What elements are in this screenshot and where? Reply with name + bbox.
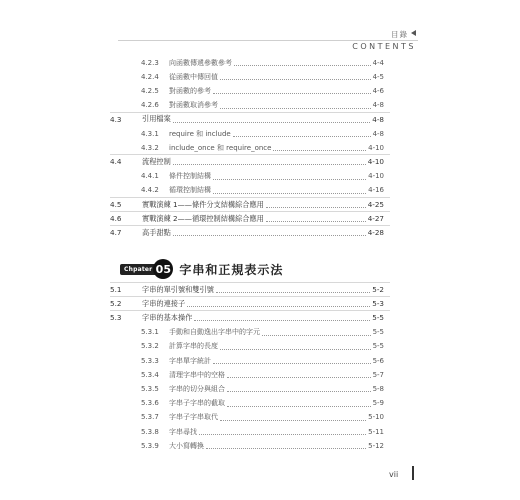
toc-entry-title: 字串的單引號和雙引號 xyxy=(142,284,214,294)
toc-entry-number: 5.3.2 xyxy=(141,342,159,351)
toc-entry-number: 5.3 xyxy=(110,313,122,323)
toc-entry xyxy=(110,113,384,126)
toc-entry-title: 實戰演練 1——條件分支結構綜合應用 xyxy=(142,199,264,209)
toc-entry-page: 4-27 xyxy=(367,214,384,224)
leader-dots xyxy=(213,357,371,364)
entry-divider xyxy=(110,225,390,226)
leader-dots xyxy=(220,414,366,421)
toc-entry-number: 5.3.6 xyxy=(141,399,159,408)
toc-entry-page: 4-25 xyxy=(367,200,384,209)
leader-dots xyxy=(234,59,371,66)
toc-entry-page: 4-8 xyxy=(372,114,384,124)
toc-entry xyxy=(141,184,384,197)
toc-entry xyxy=(110,155,384,168)
toc-entry-page: 4-8 xyxy=(372,101,384,110)
toc-entry-page: 4-10 xyxy=(367,157,384,167)
toc-entry-number: 4.3.1 xyxy=(141,129,159,138)
toc-entry xyxy=(110,198,384,211)
toc-entry-number: 4.5 xyxy=(110,200,122,209)
toc-entry-title: 實戰演練 2——循環控制結構綜合應用 xyxy=(142,213,264,223)
toc-entry xyxy=(110,283,384,296)
toc-entry-number: 5.2 xyxy=(110,299,122,309)
entry-divider xyxy=(110,296,390,297)
toc-entry-page: 5-5 xyxy=(372,313,384,323)
toc-entry-title: 引用檔案 xyxy=(142,114,171,124)
header-rule xyxy=(118,40,418,41)
leader-dots xyxy=(220,73,371,80)
toc-entry-title: 大小寫轉換 xyxy=(169,441,204,450)
toc-entry-title: 字串的切分與組合 xyxy=(169,384,225,393)
toc-entry-number: 4.3.2 xyxy=(141,143,159,152)
toc-entry xyxy=(141,382,384,395)
toc-entry-title: 手動和自動逸出字串中的字元 xyxy=(169,328,260,337)
toc-entry xyxy=(141,170,384,183)
toc-entry xyxy=(141,56,384,69)
toc-entry-title: 字串子字串取代 xyxy=(169,413,218,422)
toc-entry-page: 4-8 xyxy=(372,129,384,138)
toc-entry xyxy=(141,411,384,424)
toc-entry-number: 5.3.5 xyxy=(141,384,159,393)
toc-entry-page: 5-12 xyxy=(368,441,384,450)
toc-entry-number: 5.3.3 xyxy=(141,356,159,365)
leader-dots xyxy=(173,229,366,236)
entry-divider xyxy=(110,282,390,283)
toc-entry-title: 字串單字統計 xyxy=(169,356,211,365)
toc-entry-title: 計算字串的長度 xyxy=(169,342,218,351)
toc-entry-page: 5-6 xyxy=(372,356,384,365)
toc-entry-title: 向函數傳遞參數參考 xyxy=(169,58,232,67)
toc-entry-number: 5.3.9 xyxy=(141,441,159,450)
toc-entry-page: 5-7 xyxy=(372,370,384,379)
leader-dots xyxy=(220,102,371,109)
leader-dots xyxy=(273,144,366,151)
toc-entry xyxy=(141,425,384,438)
chapter-title: 字串和正規表示法 xyxy=(179,262,284,277)
toc-entry-title: 對函數的參考 xyxy=(169,86,211,95)
toc-header xyxy=(352,22,416,51)
toc-entry-number: 4.3 xyxy=(110,114,122,124)
chapter-tag: Chpater xyxy=(120,264,155,275)
toc-entry-number: 5.1 xyxy=(110,285,122,294)
leader-dots xyxy=(173,158,366,165)
header-title-zh: 目錄 xyxy=(391,30,408,39)
entry-divider xyxy=(110,310,390,311)
toc-entry-page: 4-4 xyxy=(372,58,384,67)
leader-dots xyxy=(227,371,371,378)
leader-dots xyxy=(199,428,366,435)
page-number: vii xyxy=(389,470,399,479)
leader-dots xyxy=(233,130,371,137)
toc-entry-page: 4-10 xyxy=(368,143,384,152)
toc-entry-page: 4-5 xyxy=(372,72,384,81)
toc-entry xyxy=(141,99,384,112)
toc-entry-number: 4.2.3 xyxy=(141,58,159,67)
leader-dots xyxy=(227,385,371,392)
leader-dots xyxy=(213,87,371,94)
toc-entry-page: 5-11 xyxy=(368,427,384,436)
leader-dots xyxy=(173,116,370,123)
toc-entry-number: 4.4.2 xyxy=(141,186,159,195)
toc-entry-title: include_once 和 require_once xyxy=(169,143,272,152)
leader-dots xyxy=(213,187,366,194)
toc-entry-number: 4.4.1 xyxy=(141,172,159,181)
toc-entry-number: 4.2.4 xyxy=(141,72,159,81)
leader-dots xyxy=(227,400,371,407)
toc-entry xyxy=(110,297,384,310)
leader-dots xyxy=(187,300,370,307)
toc-entry xyxy=(141,326,384,339)
toc-entry-title: 字串的基本操作 xyxy=(142,312,193,322)
toc-entry-title: 條件控制結構 xyxy=(169,172,211,181)
entry-divider xyxy=(110,211,390,212)
toc-entry-page: 5-10 xyxy=(368,413,384,422)
toc-entry-number: 4.2.6 xyxy=(141,101,159,110)
toc-entry xyxy=(110,226,384,239)
page-edge-bar xyxy=(412,466,414,480)
toc-entry-title: 字串尋找 xyxy=(169,427,197,436)
toc-entry xyxy=(141,84,384,97)
toc-entry-number: 4.6 xyxy=(110,214,122,224)
toc-entry-number: 5.3.7 xyxy=(141,413,159,422)
triangle-marker-icon xyxy=(411,30,416,36)
toc-entry xyxy=(141,354,384,367)
header-title-en: CONTENTS xyxy=(352,42,416,51)
toc-entry-page: 4-28 xyxy=(367,228,384,238)
toc-entry xyxy=(141,368,384,381)
toc-entry-title: require 和 include xyxy=(169,129,231,138)
toc-entry-title: 對函數取消參考 xyxy=(169,101,218,110)
toc-entry-title: 從函數中傳回值 xyxy=(169,72,218,81)
leader-dots xyxy=(194,314,370,321)
entry-divider xyxy=(110,197,390,198)
toc-entry xyxy=(141,127,384,140)
toc-entry-page: 4-10 xyxy=(368,172,384,181)
toc-entry-title: 字串子字串的截取 xyxy=(169,399,225,408)
toc-entry-title: 流程控制 xyxy=(142,156,171,166)
chapter-heading xyxy=(120,258,283,280)
toc-entry-number: 4.4 xyxy=(110,157,122,167)
toc-entry-page: 4-6 xyxy=(372,86,384,95)
toc-entry-title: 高手甜點 xyxy=(142,227,171,237)
toc-entry-page: 4-16 xyxy=(368,186,384,195)
leader-dots xyxy=(206,442,366,449)
toc-entry-number: 4.2.5 xyxy=(141,86,159,95)
leader-dots xyxy=(266,201,366,208)
toc-entry-page: 5-9 xyxy=(372,399,384,408)
entry-divider xyxy=(110,154,390,155)
toc-entry-page: 5-5 xyxy=(372,328,384,337)
toc-entry-number: 5.3.8 xyxy=(141,427,159,436)
toc-entry xyxy=(141,141,384,154)
toc-entry-page: 5-5 xyxy=(372,342,384,351)
leader-dots xyxy=(220,343,371,350)
toc-entry xyxy=(110,311,384,324)
leader-dots xyxy=(262,329,371,336)
toc-entry-title: 循環控制結構 xyxy=(169,186,211,195)
toc-entry-page: 5-3 xyxy=(372,299,384,309)
toc-entry xyxy=(141,70,384,83)
toc-entry-number: 5.3.4 xyxy=(141,370,159,379)
toc-entry-page: 5-8 xyxy=(372,384,384,393)
entry-divider xyxy=(110,112,390,113)
toc-entry-number: 5.3.1 xyxy=(141,328,159,337)
toc-entry-number: 4.7 xyxy=(110,228,122,238)
toc-entry xyxy=(141,397,384,410)
leader-dots xyxy=(213,173,366,180)
toc-entry-title: 字串的連接子 xyxy=(142,298,186,308)
toc-entry-title: 清理字串中的空格 xyxy=(169,370,225,379)
chapter-number-badge: 05 xyxy=(153,259,173,279)
toc-entry xyxy=(110,212,384,225)
leader-dots xyxy=(266,215,366,222)
leader-dots xyxy=(216,286,370,293)
toc-entry xyxy=(141,340,384,353)
toc-entry xyxy=(141,439,384,452)
toc-entry-page: 5-2 xyxy=(372,285,384,294)
